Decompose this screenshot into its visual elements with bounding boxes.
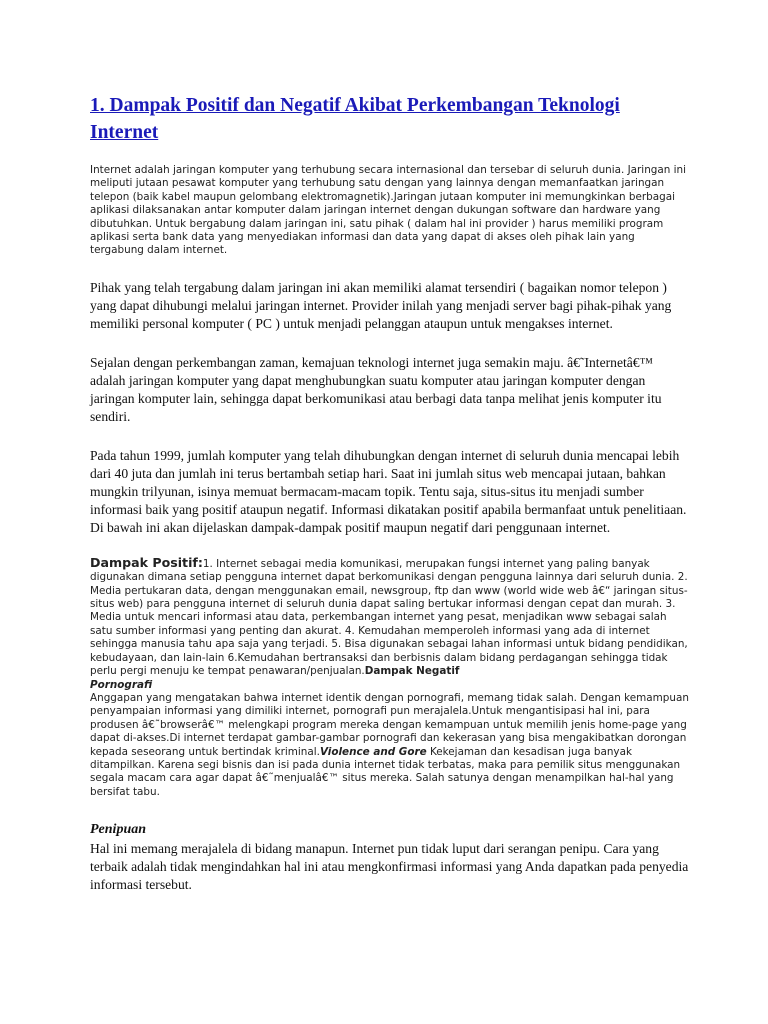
pornografi-heading: Pornografi: [90, 678, 153, 691]
dampak-section: [90, 556, 690, 799]
paragraph-tahun-1999: Pada tahun 1999, jumlah komputer yang telah dihubungkan dengan internet di seluruh dunia mencapai lebih dari 40 juta dan jumlah ini terus bertambah setiap hari. Saat ini jumlah situs web mencapai jutaan, bahkan mungkin trilyunan, isinya memuat bermacam-macam topik. Tentu saja, situs-situs itu menjadi sumber informasi baik yang positif ataupun negatif. Informasi dikatakan positif apabila bermanfaat untuk penelitiaan. Di bawah ini akan dijelaskan dampak-dampak positif maupun negatif dari penggunaan internet.: [90, 447, 687, 535]
intro-paragraph: Internet adalah jaringan komputer yang terhubung secara internasional dan tersebar di seluruh dunia. Jaringan ini meliputi jutaan pesawat komputer yang terhubung satu dengan yang lainnya dengan memanfaatkan jaringan telepon (baik kabel maupun gelombang elektromagnetik).Jaringan jutaan komputer ini memungkinkan berbagai aplikasi dilaksanakan antar komputer dalam jaringan internet dengan dukungan software dan hardware yang dibutuhkan. Untuk bergabung dalam jaringan ini, satu pihak ( dalam hal ini provider ) harus memiliki program aplikasi serta bank data yang menyediakan informasi dan data yang dapat di akses oleh pihak lain yang tergabung dalam internet.: [90, 164, 686, 257]
violence-gore-text: Kekejaman dan kesadisan juga banyak ditampilkan. Karena segi bisnis dan isi pada dunia internet tidak terbatas, maka para pemilik situs menggunakan segala macam cara agar dapat â€˜menjualâ€™ situs mereka. Salah satunya dengan menampilkan hal-hal yang bersifat tabu.: [90, 745, 681, 798]
violence-gore-heading: Violence and Gore: [319, 745, 427, 758]
dampak-negatif-heading: Dampak Negatif: [364, 665, 460, 678]
pornografi-text: Anggapan yang mengatakan bahwa internet identik dengan pornografi, memang tidak salah. Dengan kemampuan penyampaian informasi yang dimiliki internet, pornografi pun merajalela.Untuk mengantisipasi hal ini, para produsen â€˜browserâ€™ melengkapi program mereka dengan kemampuan untuk memilih jenis home-page yang dapat di-akses.Di internet terdapat gambar-gambar pornografi dan kekerasan yang bisa mengakibatkan dorongan kepada seseorang untuk bertindak kriminal.: [90, 691, 689, 758]
dampak-positif-heading: Dampak Positif:: [90, 554, 203, 570]
article-title-link[interactable]: 1. Dampak Positif dan Negatif Akibat Perkembangan Teknologi Internet: [90, 95, 620, 143]
dampak-positif-text: 1. Internet sebagai media komunikasi, merupakan fungsi internet yang paling banyak digunakan dimana setiap pengguna internet dapat berkomunikasi dengan pengguna lainnya dari seluruh dunia. 2. Media pertukaran data, dengan menggunakan email, newsgroup, ftp dan www (world wide web â€“ jaringan situs-situs web) para pengguna internet di seluruh dunia dapat saling bertukar informasi dengan cepat dan murah. 3. Media untuk mencari informasi atau data, perkembangan internet yang pesat, menjadikan www sebagai salah satu sumber informasi yang penting dan akurat. 4. Kemudahan memperoleh informasi yang ada di internet sehingga manusia tahu apa saja yang terjadi. 5. Bisa digunakan sebagai lahan informasi untuk bidang pendidikan, kebudayaan, dan lain-lain 6.Kemudahan bertransaksi dan berbisnis dalam bidang perdagangan sehingga tidak perlu pergi menuju ke tempat penawaran/penjualan.: [90, 557, 688, 678]
penipuan-paragraph: Hal ini memang merajalela di bidang manapun. Internet pun tidak luput dari serangan penipu. Cara yang terbaik adalah tidak mengindahkan hal ini atau mengkonfirmasi informasi yang Anda dapatkan pada penyedia informasi tersebut.: [90, 841, 689, 893]
penipuan-heading: Penipuan: [90, 822, 147, 838]
paragraph-perkembangan: Sejalan dengan perkembangan zaman, kemajuan teknologi internet juga semakin maju. â€˜Internetâ€™ adalah jaringan komputer yang dapat menghubungkan suatu komputer atau jaringan komputer dengan jaringan komputer lain, sehingga dapat berkomunikasi atau berbagi data tanpa melihat jenis komputer itu sendiri.: [90, 354, 662, 424]
paragraph-alamat: Pihak yang telah tergabung dalam jaringan ini akan memiliki alamat tersendiri ( bagaikan nomor telepon ) yang dapat dihubungi melalui jaringan internet. Provider inilah yang menjadi server bagi pihak-pihak yang memiliki personal komputer ( PC ) untuk menjadi pelanggan ataupun untuk mengakses internet.: [90, 279, 672, 331]
document-page: [90, 92, 690, 894]
